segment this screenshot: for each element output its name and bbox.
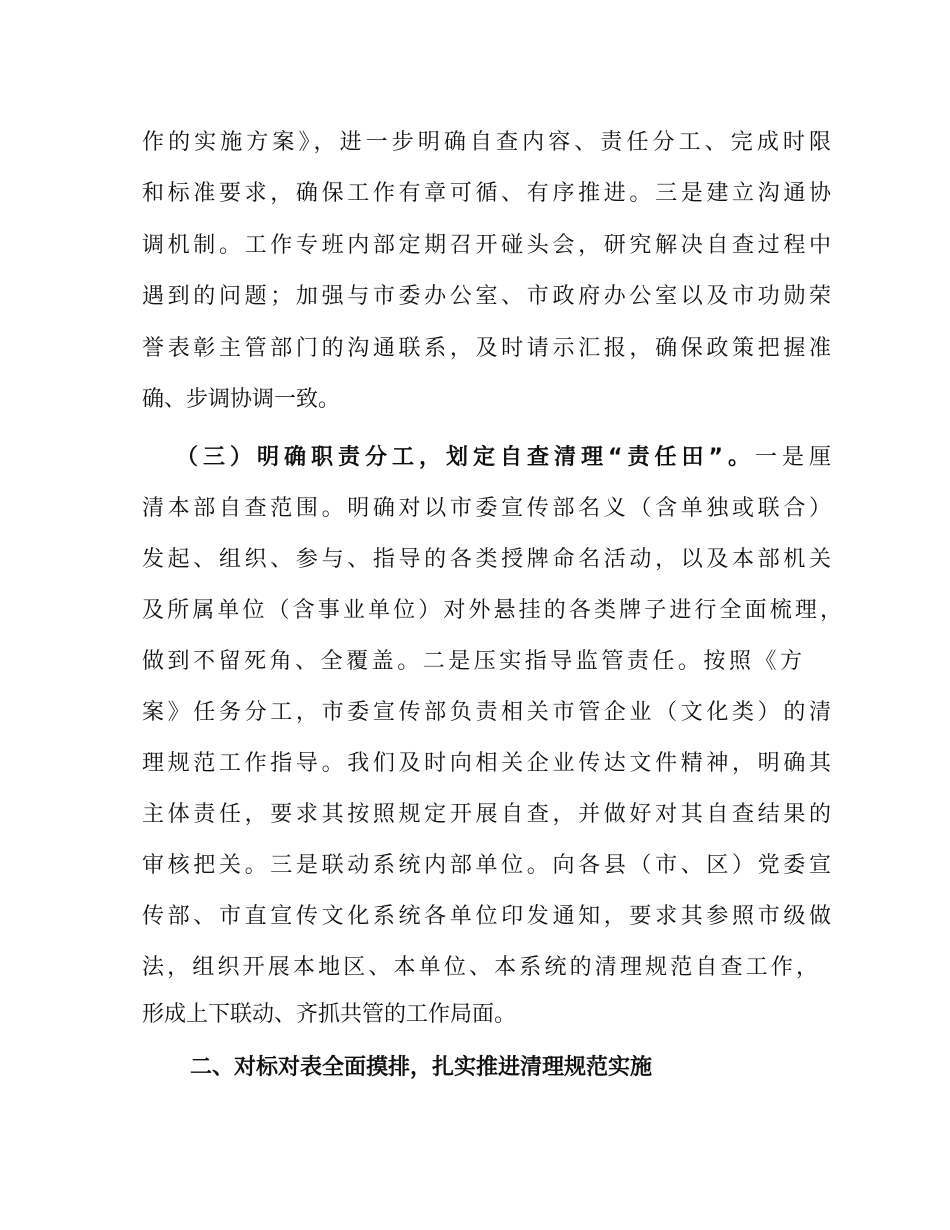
- paragraph-line: 作的实施方案》，进一步明确自查内容、责任分工、完成时限: [142, 130, 831, 155]
- section-heading: 二、对标对表全面摸排，扎实推进清理规范实施: [190, 1055, 653, 1080]
- paragraph-line: 做到不留死角、全覆盖。二是压实指导监管责任。按照《方: [142, 649, 802, 674]
- paragraph-line: 审核把关。三是联动系统内部单位。向各县（市、区）党委宣: [142, 853, 831, 878]
- paragraph-line: 确、步调协调一致。: [142, 387, 341, 412]
- paragraph-line: 理规范工作指导。我们及时向相关企业传达文件精神，明确其: [142, 751, 831, 776]
- subsection-heading-line: [176, 443, 831, 473]
- paragraph-line: 清本部自查范围。明确对以市委宣传部名义（含单独或联合）: [142, 496, 831, 521]
- paragraph-line: 发起、组织、参与、指导的各类授牌命名活动，以及本部机关: [142, 547, 831, 572]
- paragraph-line: 案》任务分工，市委宣传部负责相关市管企业（文化类）的清: [142, 700, 831, 725]
- paragraph-line: 调机制。工作专班内部定期召开碰头会，研究解决自查过程中: [142, 233, 831, 258]
- paragraph-line: 法，组织开展本地区、本单位、本系统的清理规范自查工作，: [142, 955, 818, 980]
- paragraph-line: 誉表彰主管部门的沟通联系，及时请示汇报，确保政策把握准: [142, 336, 831, 361]
- paragraph-line: 和标准要求，确保工作有章可循、有序推进。三是建立沟通协: [142, 181, 831, 206]
- paragraph-line: 主体责任，要求其按照规定开展自查，并做好对其自查结果的: [142, 802, 831, 827]
- paragraph-line: 形成上下联动、齐抓共管的工作局面。: [142, 1002, 517, 1027]
- paragraph-line: 遇到的问题；加强与市委办公室、市政府办公室以及市功勋荣: [142, 284, 831, 309]
- paragraph-text: 一是厘: [754, 445, 831, 470]
- paragraph-line: 及所属单位（含事业单位）对外悬挂的各类牌子进行全面梳理，: [142, 598, 842, 623]
- subsection-heading: （三）明确职责分工，划定自查清理“责任田”。: [176, 445, 755, 470]
- paragraph-line: 传部、市直宣传文化系统各单位印发通知，要求其参照市级做: [142, 904, 831, 929]
